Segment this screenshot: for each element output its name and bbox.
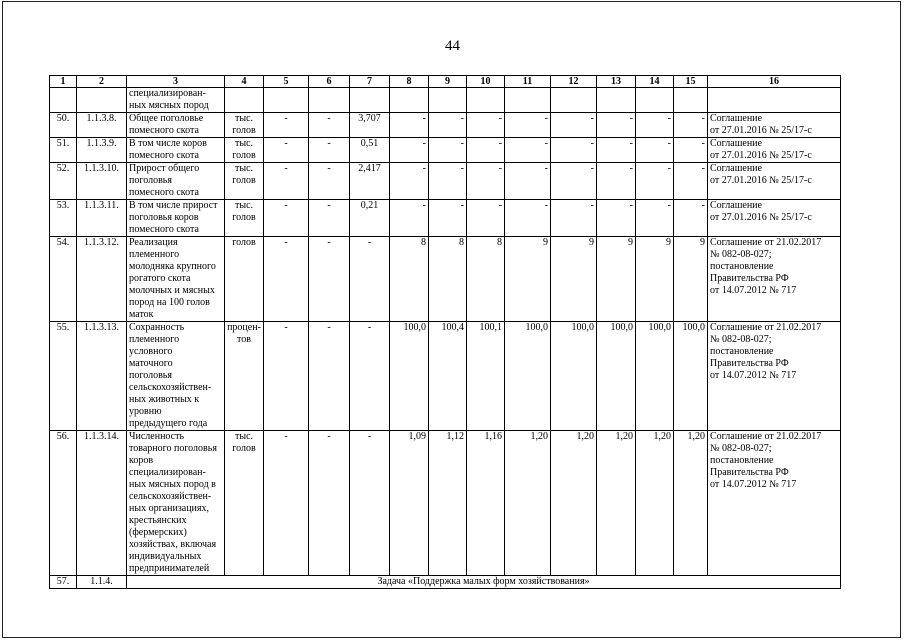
value-cell: 1,09 <box>390 431 429 576</box>
unit-line: тыс. <box>234 138 254 149</box>
value-cell: 2,417 <box>350 163 390 200</box>
name-line: племенного <box>129 334 180 345</box>
name-line: молочных и мясных <box>129 285 215 296</box>
value-cell: - <box>636 200 674 237</box>
name-line: ных животных к <box>129 394 200 405</box>
name-line: племенного <box>129 249 180 260</box>
value-cell: 1,20 <box>636 431 674 576</box>
value-cell: 0,21 <box>350 200 390 237</box>
header-cell: 9 <box>429 76 467 88</box>
row-number: 56. <box>50 431 77 576</box>
source-line: Правительства РФ <box>710 358 789 369</box>
value-cell: 100,0 <box>674 322 708 431</box>
header-cell: 13 <box>597 76 636 88</box>
continuation-row <box>50 88 841 113</box>
name-line: поголовья <box>129 175 172 186</box>
source-line: № 082-08-027; <box>710 334 772 345</box>
source-line: Соглашение от 21.02.2017 <box>710 322 822 333</box>
table-row <box>50 322 841 431</box>
name-line: ных мясных пород в <box>129 479 216 490</box>
table-row <box>50 113 841 138</box>
value-cell: 9 <box>551 237 597 322</box>
name-line: условного <box>129 346 173 357</box>
name-line: ных организациях, <box>129 503 210 514</box>
value-cell: - <box>309 200 350 237</box>
source-line: Правительства РФ <box>710 273 789 284</box>
source-cell <box>708 200 841 237</box>
unit-line: голов <box>232 443 256 454</box>
source-line: от 27.01.2016 № 25/17-с <box>710 125 812 136</box>
row-number: 54. <box>50 237 77 322</box>
row-code: 1.1.4. <box>77 576 127 589</box>
header-cell: 4 <box>225 76 264 88</box>
value-cell: 1,20 <box>674 431 708 576</box>
row-number: 50. <box>50 113 77 138</box>
name-line: рогатого скота <box>129 273 191 284</box>
name-line: Сохранность <box>129 322 185 333</box>
name-line: хозяйствах, включая <box>129 539 217 550</box>
unit-line: голов <box>232 175 256 186</box>
value-cell: 100,0 <box>597 322 636 431</box>
value-cell: - <box>551 163 597 200</box>
name-line: (фермерских) <box>129 527 187 538</box>
value-cell: - <box>264 322 309 431</box>
value-cell: 1,20 <box>505 431 551 576</box>
row-code: 1.1.3.11. <box>77 200 127 237</box>
table-row <box>50 237 841 322</box>
unit-cell <box>225 200 264 237</box>
value-cell: - <box>636 138 674 163</box>
source-cell <box>708 322 841 431</box>
value-cell: - <box>429 138 467 163</box>
header-row <box>50 76 841 88</box>
unit-cell <box>225 322 264 431</box>
source-cell <box>708 431 841 576</box>
name-line: помесного скота <box>129 187 199 198</box>
source-cell <box>708 163 841 200</box>
value-cell: - <box>390 200 429 237</box>
name-line: ных мясных пород <box>129 100 209 111</box>
row-number: 57. <box>50 576 77 589</box>
source-line: № 082-08-027; <box>710 443 772 454</box>
source-line: Соглашение от 21.02.2017 <box>710 431 822 442</box>
value-cell: - <box>597 138 636 163</box>
name-line: специализирован- <box>129 467 206 478</box>
source-line: Соглашение от 21.02.2017 <box>710 237 822 248</box>
row-code: 1.1.3.12. <box>77 237 127 322</box>
value-cell: - <box>505 138 551 163</box>
value-cell: - <box>309 163 350 200</box>
header-cell: 16 <box>708 76 841 88</box>
value-cell: 1,20 <box>551 431 597 576</box>
value-cell: - <box>390 113 429 138</box>
source-line: от 14.07.2012 № 717 <box>710 479 797 490</box>
value-cell: 9 <box>597 237 636 322</box>
unit-cell <box>225 163 264 200</box>
value-cell: 100,0 <box>636 322 674 431</box>
header-cell: 2 <box>77 76 127 88</box>
value-cell: - <box>429 113 467 138</box>
name-line: коров <box>129 455 154 466</box>
name-line: Реализация <box>129 237 178 248</box>
value-cell: - <box>467 113 505 138</box>
source-line: постановление <box>710 455 774 466</box>
unit-line: тыс. <box>234 113 254 124</box>
name-cell <box>127 138 225 163</box>
source-cell <box>708 138 841 163</box>
row-code: 1.1.3.9. <box>77 138 127 163</box>
source-line: от 27.01.2016 № 25/17-с <box>710 212 812 223</box>
task-title: Задача «Поддержка малых форм хозяйствования» <box>127 576 841 589</box>
value-cell: 1,16 <box>467 431 505 576</box>
value-cell: - <box>350 322 390 431</box>
header-cell: 14 <box>636 76 674 88</box>
value-cell: - <box>467 138 505 163</box>
value-cell: - <box>551 200 597 237</box>
value-cell: 0,51 <box>350 138 390 163</box>
value-cell: 100,0 <box>505 322 551 431</box>
value-cell: - <box>467 200 505 237</box>
header-cell: 15 <box>674 76 708 88</box>
value-cell: 9 <box>505 237 551 322</box>
source-line: от 27.01.2016 № 25/17-с <box>710 150 812 161</box>
value-cell: - <box>309 322 350 431</box>
name-line: товарного поголовья <box>129 443 217 454</box>
unit-line: голов <box>232 237 256 248</box>
name-line: Прирост общего <box>129 163 200 174</box>
value-cell: - <box>505 113 551 138</box>
value-cell: - <box>264 138 309 163</box>
name-cell <box>127 431 225 576</box>
value-cell: 8 <box>390 237 429 322</box>
name-line: поголовья коров <box>129 212 199 223</box>
name-cell <box>127 322 225 431</box>
value-cell: - <box>551 138 597 163</box>
value-cell: 100,0 <box>551 322 597 431</box>
value-cell: - <box>350 237 390 322</box>
name-line: сельскохозяйствен- <box>129 382 212 393</box>
value-cell: - <box>309 431 350 576</box>
table-row <box>50 163 841 200</box>
name-line: крестьянских <box>129 515 187 526</box>
unit-cell <box>225 431 264 576</box>
value-cell: 3,707 <box>350 113 390 138</box>
name-line: специализирован- <box>129 88 206 99</box>
name-cell <box>127 163 225 200</box>
unit-line: процен- <box>227 322 261 333</box>
row-code: 1.1.3.8. <box>77 113 127 138</box>
header-cell: 1 <box>50 76 77 88</box>
value-cell: - <box>350 431 390 576</box>
value-cell: 1,20 <box>597 431 636 576</box>
unit-line: голов <box>232 125 256 136</box>
value-cell: - <box>505 200 551 237</box>
unit-cell <box>225 113 264 138</box>
name-line: Численность <box>129 431 185 442</box>
value-cell: - <box>597 200 636 237</box>
source-line: постановление <box>710 261 774 272</box>
name-line: предыдущего года <box>129 418 208 429</box>
value-cell: - <box>390 163 429 200</box>
value-cell: - <box>264 163 309 200</box>
value-cell: - <box>429 200 467 237</box>
unit-cell <box>225 237 264 322</box>
source-line: от 27.01.2016 № 25/17-с <box>710 175 812 186</box>
source-line: Соглашение <box>710 113 762 124</box>
table-row <box>50 138 841 163</box>
unit-line: тыс. <box>234 431 254 442</box>
source-line: постановление <box>710 346 774 357</box>
value-cell: - <box>597 113 636 138</box>
value-cell: - <box>467 163 505 200</box>
value-cell: 8 <box>429 237 467 322</box>
name-line: уровню <box>129 406 162 417</box>
source-line: Соглашение <box>710 138 762 149</box>
name-line: помесного скота <box>129 150 199 161</box>
name-line: сельскохозяйствен- <box>129 491 212 502</box>
value-cell: - <box>505 163 551 200</box>
value-cell: - <box>674 138 708 163</box>
source-line: № 082-08-027; <box>710 249 772 260</box>
value-cell: - <box>674 200 708 237</box>
source-line: Соглашение <box>710 200 762 211</box>
source-cell <box>708 113 841 138</box>
row-code: 1.1.3.10. <box>77 163 127 200</box>
name-line: индивидуальных <box>129 551 202 562</box>
name-line: помесного скота <box>129 224 199 235</box>
source-line: Правительства РФ <box>710 467 789 478</box>
value-cell: - <box>264 431 309 576</box>
value-cell: - <box>309 237 350 322</box>
name-cell <box>127 200 225 237</box>
indicators-table <box>49 75 841 589</box>
value-cell: - <box>309 138 350 163</box>
name-cell <box>127 113 225 138</box>
table-row <box>50 431 841 576</box>
value-cell: - <box>551 113 597 138</box>
value-cell: - <box>636 113 674 138</box>
row-number: 51. <box>50 138 77 163</box>
header-cell: 6 <box>309 76 350 88</box>
value-cell: - <box>264 200 309 237</box>
value-cell: 9 <box>636 237 674 322</box>
header-cell: 5 <box>264 76 309 88</box>
row-number: 53. <box>50 200 77 237</box>
header-cell: 10 <box>467 76 505 88</box>
name-cell <box>127 88 225 113</box>
header-cell: 3 <box>127 76 225 88</box>
row-number: 52. <box>50 163 77 200</box>
name-line: молодняка крупного <box>129 261 216 272</box>
value-cell: - <box>597 163 636 200</box>
value-cell: - <box>390 138 429 163</box>
unit-line: тыс. <box>234 200 254 211</box>
value-cell: - <box>636 163 674 200</box>
value-cell: 100,4 <box>429 322 467 431</box>
value-cell: 100,1 <box>467 322 505 431</box>
name-line: пород на 100 голов <box>129 297 210 308</box>
table-row <box>50 200 841 237</box>
unit-line: тыс. <box>234 163 254 174</box>
source-line: от 14.07.2012 № 717 <box>710 285 797 296</box>
header-cell: 7 <box>350 76 390 88</box>
value-cell: 9 <box>674 237 708 322</box>
name-cell <box>127 237 225 322</box>
value-cell: 100,0 <box>390 322 429 431</box>
name-line: предпринимателей <box>129 563 210 574</box>
value-cell: - <box>674 163 708 200</box>
value-cell: 1,12 <box>429 431 467 576</box>
row-number: 55. <box>50 322 77 431</box>
task-row <box>50 576 841 589</box>
name-line: маточного <box>129 358 173 369</box>
value-cell: 8 <box>467 237 505 322</box>
unit-line: голов <box>232 150 256 161</box>
name-line: Общее поголовье <box>129 113 204 124</box>
value-cell: - <box>309 113 350 138</box>
name-line: В том числе прирост <box>129 200 218 211</box>
name-line: маток <box>129 309 154 320</box>
source-line: от 14.07.2012 № 717 <box>710 370 797 381</box>
value-cell: - <box>674 113 708 138</box>
unit-line: голов <box>232 212 256 223</box>
header-cell: 12 <box>551 76 597 88</box>
name-line: В том числе коров <box>129 138 207 149</box>
value-cell: - <box>264 237 309 322</box>
page-number: 44 <box>445 38 460 54</box>
name-line: помесного скота <box>129 125 199 136</box>
source-line: Соглашение <box>710 163 762 174</box>
source-cell <box>708 237 841 322</box>
header-cell: 8 <box>390 76 429 88</box>
value-cell: - <box>264 113 309 138</box>
row-code: 1.1.3.14. <box>77 431 127 576</box>
row-code: 1.1.3.13. <box>77 322 127 431</box>
value-cell: - <box>429 163 467 200</box>
header-cell: 11 <box>505 76 551 88</box>
name-line: поголовья <box>129 370 172 381</box>
unit-cell <box>225 138 264 163</box>
unit-line: тов <box>237 334 251 345</box>
